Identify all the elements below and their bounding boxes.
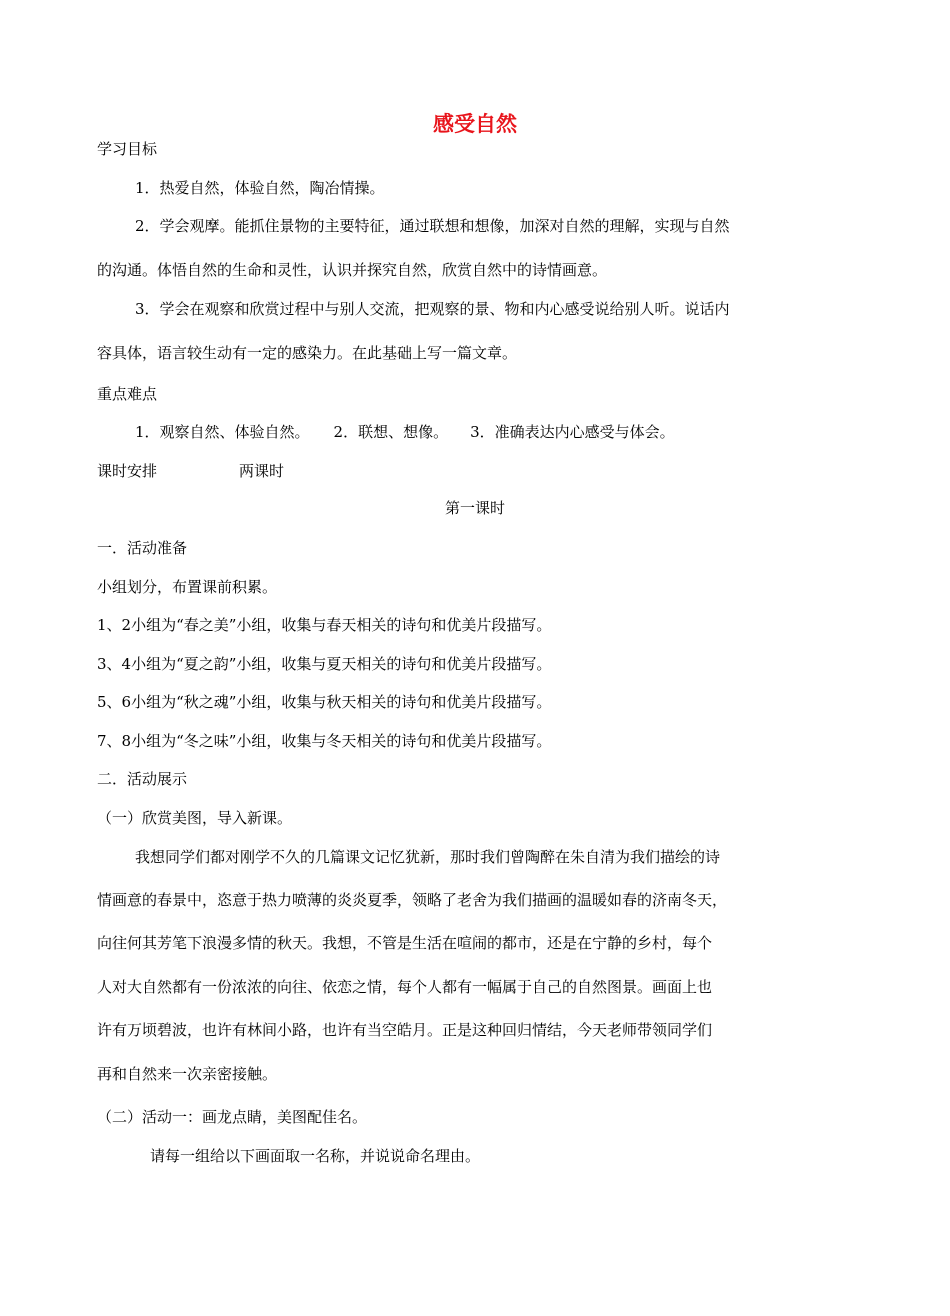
section-1-intro: 小组划分，布置课前积累。 [97,578,278,596]
lesson-heading: 第一课时 [444,499,505,517]
keypoint-2: 2．联想、想像。 [333,423,449,441]
keypoint-3: 3．准确表达内心感受与体会。 [470,423,675,441]
keypoints-heading: 重点难点 [97,385,158,403]
schedule-value: 两课时 [239,462,285,480]
goal-item-1: 1．热爱自然，体验自然，陶冶情操。 [135,179,385,197]
paragraph-line: 人对大自然都有一份浓浓的向往、依恋之情，每个人都有一幅属于自己的自然图景。画面上也 [97,978,713,996]
paragraph-line: 我想同学们都对刚学不久的几篇课文记忆犹新，那时我们曾陶醉在朱自清为我们描绘的诗 [135,848,721,866]
goal-item-2-line-1: 2．学会观摩。能抓住景物的主要特征，通过联想和想像，加深对自然的理解，实现与自然 [135,217,730,235]
subsection-1-heading: （一）欣赏美图，导入新课。 [97,809,293,827]
goal-item-2-line-2: 的沟通。体悟自然的生命和灵性，认识并探究自然，欣赏自然中的诗情画意。 [97,261,608,279]
goal-item-3-line-2: 容具体，语言较生动有一定的感染力。在此基础上写一篇文章。 [97,344,518,362]
goals-heading: 学习目标 [97,140,158,158]
group-item: 3、4小组为“夏之韵”小组，收集与夏天相关的诗句和优美片段描写。 [97,655,552,673]
instruction-text: 请每一组给以下画面取一名称，并说说命名理由。 [150,1147,481,1165]
document-title: 感受自然 [433,112,517,136]
group-item: 7、8小组为“冬之味”小组，收集与冬天相关的诗句和优美片段描写。 [97,732,552,750]
section-1-heading: 一．活动准备 [97,539,188,557]
paragraph-line: 情画意的春景中，恣意于热力喷薄的炎炎夏季，领略了老舍为我们描画的温暖如春的济南冬天， [97,891,728,909]
paragraph-line: 向往何其芳笔下浪漫多情的秋天。我想，不管是生活在喧闹的都市，还是在宁静的乡村，每个 [97,934,713,952]
paragraph-line: 许有万顷碧波，也许有林间小路，也许有当空皓月。正是这种回归情结，今天老师带领同学们 [97,1021,713,1039]
schedule-row [97,461,284,481]
schedule-label: 课时安排 [97,462,158,480]
group-item: 1、2小组为“春之美”小组，收集与春天相关的诗句和优美片段描写。 [97,616,552,634]
section-2-heading: 二．活动展示 [97,770,188,788]
keypoint-1: 1．观察自然、体验自然。 [135,423,310,441]
group-item: 5、6小组为“秋之魂”小组，收集与秋天相关的诗句和优美片段描写。 [97,693,552,711]
paragraph-line: 再和自然来一次亲密接触。 [97,1065,278,1083]
subsection-2-heading: （二）活动一：画龙点睛，美图配佳名。 [97,1108,368,1126]
keypoints-row [135,422,675,442]
goal-item-3-line-1: 3．学会在观察和欣赏过程中与别人交流，把观察的景、物和内心感受说给别人听。说话内 [135,300,730,318]
